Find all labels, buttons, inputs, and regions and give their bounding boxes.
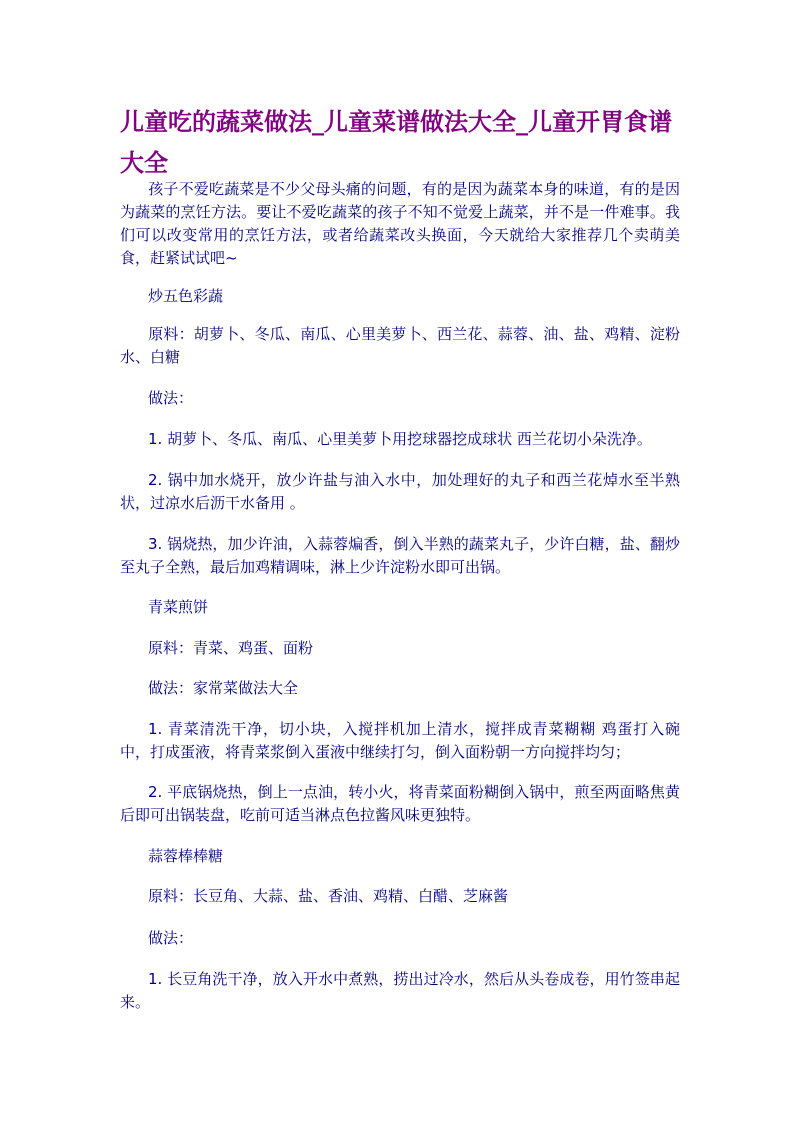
recipe-2-method-text: 做法：家常菜做法大全 [148, 679, 299, 697]
recipe-3-step-1 [120, 968, 680, 1014]
recipe-1-step-1-text: 1. 胡萝卜、冬瓜、南瓜、心里美萝卜用挖球器挖成球状 西兰花切小朵洗净。 [148, 430, 652, 448]
recipe-1-step-1 [120, 428, 680, 451]
document-title: 儿童吃的蔬菜做法_儿童菜谱做法大全_儿童开胃食谱大全 [120, 108, 672, 177]
recipe-3-heading [120, 845, 680, 868]
recipe-2-step-2 [120, 781, 680, 827]
recipe-2-ingredients-text: 原料：青菜、鸡蛋、面粉 [148, 639, 314, 657]
recipe-1-step-3-text: 3. 锅烧热，加少许油，入蒜蓉煸香，倒入半熟的蔬菜丸子，少许白糖，盐、翻炒至丸子全熟，最后加鸡精调味，淋上少许淀粉水即可出锅。 [120, 535, 680, 576]
recipe-1-title: 炒五色彩蔬 [148, 287, 224, 305]
recipe-3-method-label [120, 927, 680, 950]
recipe-2-ingredients [120, 637, 680, 660]
intro-text: 孩子不爱吃蔬菜是不少父母头痛的问题，有的是因为蔬菜本身的味道，有的是因为蔬菜的烹饪方法。要让不爱吃蔬菜的孩子不知不觉爱上蔬菜，并不是一件难事。我们可以改变常用的烹饪方法，或者给蔬菜改头换面，今天就给大家推荐几个卖萌美食，赶紧试试吧~ [120, 180, 680, 267]
recipe-3-title: 蒜蓉棒棒糖 [148, 847, 224, 865]
intro-paragraph [120, 178, 680, 270]
recipe-3-method-text: 做法： [148, 929, 194, 947]
recipe-1-ingredients [120, 323, 680, 369]
recipe-3-ingredients [120, 885, 680, 908]
recipe-2-step-1-text: 1. 青菜清洗干净，切小块，入搅拌机加上清水，搅拌成青菜糊糊 鸡蛋打入碗中，打成蛋液，将青菜浆倒入蛋液中继续打匀，倒入面粉朝一方向搅拌均匀； [120, 720, 680, 761]
recipe-2-step-1 [120, 718, 680, 764]
recipe-1-step-2 [120, 469, 680, 515]
recipe-1-ingredients-text: 原料：胡萝卜、冬瓜、南瓜、心里美萝卜、西兰花、蒜蓉、油、盐、鸡精、淀粉水、白糖 [120, 325, 680, 366]
recipe-1-step-3 [120, 533, 680, 579]
recipe-1-step-2-text: 2. 锅中加水烧开，放少许盐与油入水中，加处理好的丸子和西兰花焯水至半熟状，过凉水后沥干水备用 。 [120, 471, 680, 512]
recipe-2-heading [120, 596, 680, 619]
recipe-3-step-1-text: 1. 长豆角洗干净，放入开水中煮熟，捞出过冷水，然后从头卷成卷，用竹签串起来。 [120, 970, 680, 1011]
recipe-1-method-label [120, 387, 680, 410]
recipe-1-method-text: 做法： [148, 389, 194, 407]
recipe-1-heading [120, 285, 680, 308]
recipe-2-step-2-text: 2. 平底锅烧热，倒上一点油，转小火，将青菜面粉糊倒入锅中，煎至两面略焦黄后即可出锅装盘，吃前可适当淋点色拉酱风味更独特。 [120, 783, 680, 824]
recipe-3-ingredients-text: 原料：长豆角、大蒜、盐、香油、鸡精、白醋、芝麻酱 [148, 887, 509, 905]
recipe-2-method-label [120, 677, 680, 700]
recipe-2-title: 青菜煎饼 [148, 598, 209, 616]
